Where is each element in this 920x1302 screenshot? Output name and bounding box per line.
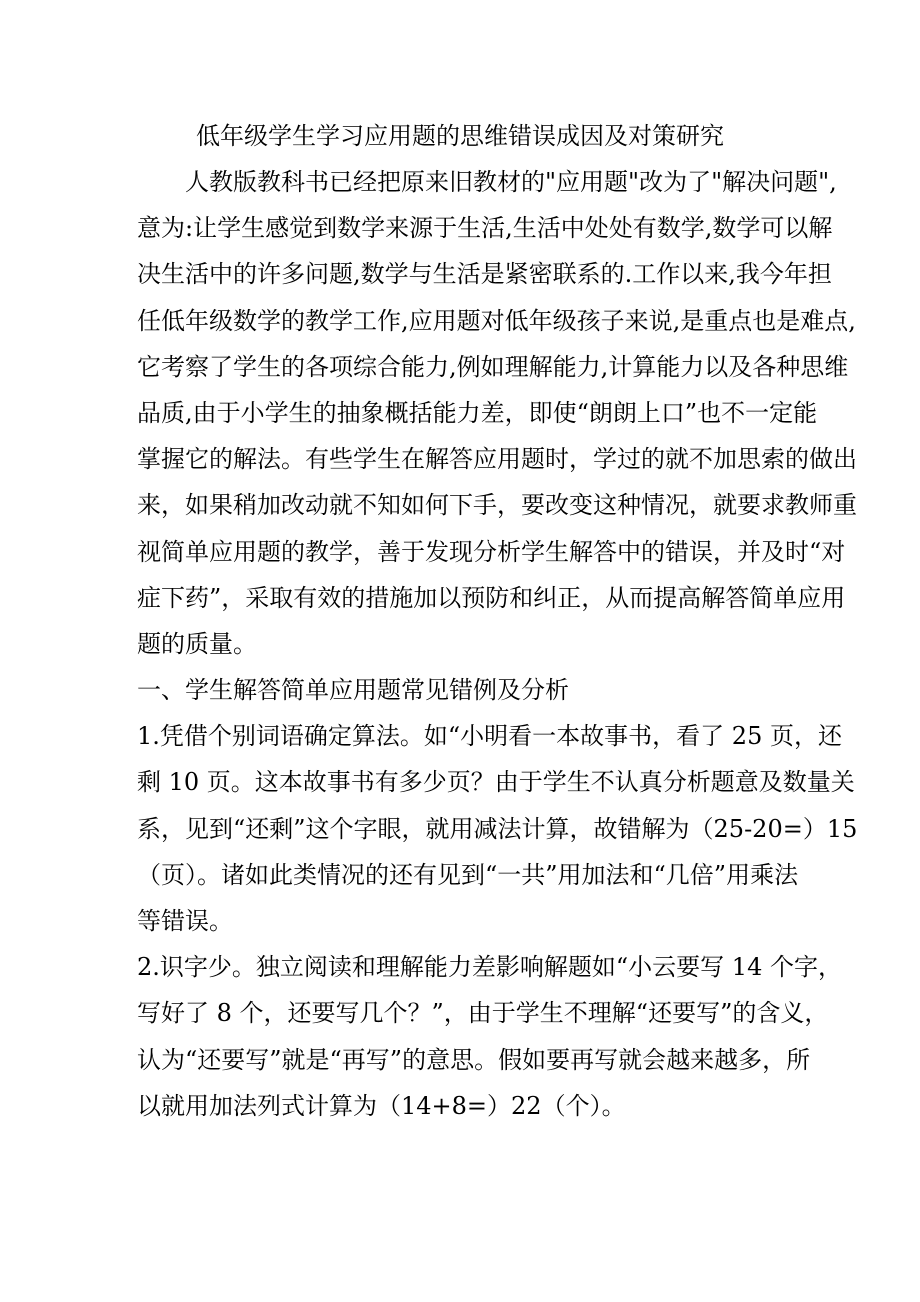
text-line: 症下药”，采取有效的措施加以预防和纠正，从而提高解答简单应用 [137, 583, 846, 612]
document-title: 低年级学生学习应用题的思维错误成因及对策研究 [196, 122, 724, 150]
text-line: （页）。诸如此类情况的还有见到“一共”用加法和“几倍”用乘法 [137, 860, 799, 889]
document-body [137, 159, 858, 1129]
text-line: 题的质量。 [137, 629, 257, 658]
text-line: 2.识字少。独立阅读和理解能力差影响解题如“小云要写 14 个字， [137, 953, 842, 982]
text-line: 以就用加法列式计算为（14+8=）22（个）。 [137, 1091, 626, 1120]
text-line: 掌握它的解法。有些学生在解答应用题时，学过的就不加思索的做出 [137, 445, 857, 474]
text-line: 它考察了学生的各项综合能力,例如理解能力,计算能力以及各种思维 [137, 352, 849, 381]
text-line: 写好了 8 个，还要写几个？”，由于学生不理解“还要写”的含义， [137, 999, 829, 1028]
text-line: 认为“还要写”就是“再写”的意思。假如要再写就会越来越多，所 [137, 1045, 811, 1074]
text-line: 决生活中的许多问题,数学与生活是紧密联系的.工作以来,我今年担 [137, 260, 832, 289]
text-line: 1.凭借个别词语确定算法。如“小明看一本故事书，看了 25 页，还 [137, 722, 842, 751]
text-line: 视简单应用题的教学，善于发现分析学生解答中的错误，并及时“对 [137, 537, 846, 566]
section-heading: 一、学生解答简单应用题常见错例及分析 [137, 676, 569, 705]
text-line: 人教版教科书已经把原来旧教材的"应用题"改为了"解决问题", [137, 168, 837, 196]
text-line: 意为:让学生感觉到数学来源于生活,生活中处处有数学,数学可以解 [137, 214, 833, 243]
text-line: 剩 10 页。这本故事书有多少页？由于学生不认真分析题意及数量关 [137, 768, 855, 797]
text-line: 系，见到“还剩”这个字眼，就用减法计算，故错解为（25-20=）15 [137, 814, 858, 843]
text-line: 任低年级数学的教学工作,应用题对低年级孩子来说,是重点也是难点, [137, 306, 856, 335]
text-line: 品质,由于小学生的抽象概括能力差，即使“朗朗上口”也不一定能 [137, 398, 818, 427]
text-line: 等错误。 [137, 907, 233, 935]
text-line: 来，如果稍加改动就不知如何下手，要改变这种情况，就要求教师重 [137, 491, 857, 520]
